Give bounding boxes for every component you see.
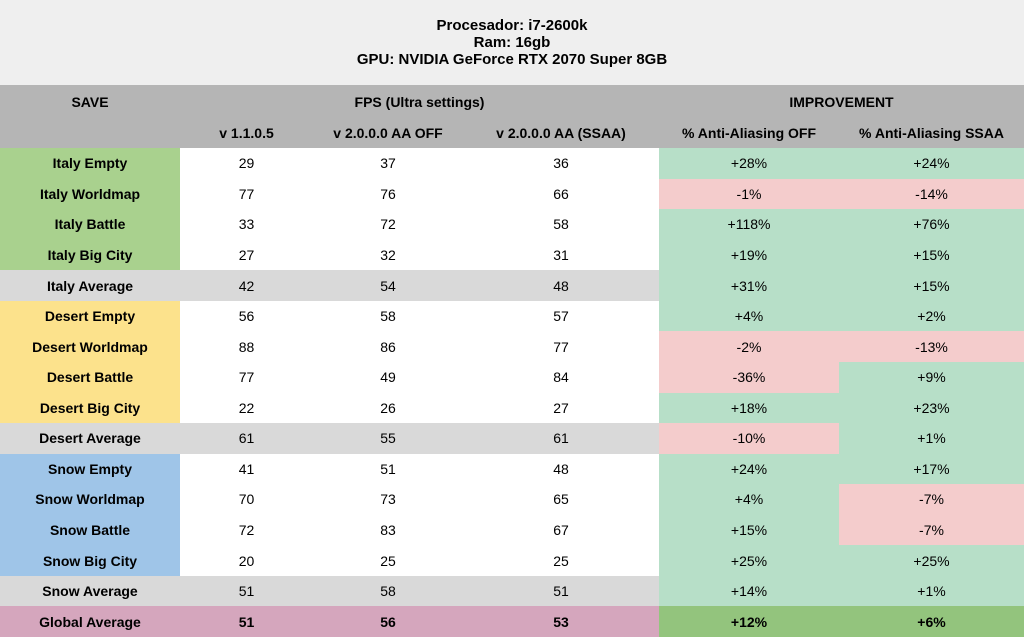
improvement-value-cell: -7% <box>839 515 1024 546</box>
fps-value-cell: 73 <box>313 484 463 515</box>
improvement-value-cell: +12% <box>659 606 839 637</box>
fps-value-cell: 61 <box>463 423 659 454</box>
subheader-v1105: v 1.1.0.5 <box>180 118 313 148</box>
fps-value-cell: 58 <box>313 301 463 332</box>
fps-value-cell: 51 <box>180 606 313 637</box>
column-group-fps: FPS (Ultra settings) <box>180 85 659 118</box>
fps-value-cell: 53 <box>463 606 659 637</box>
subheader-improvement-aa-ssaa: % Anti-Aliasing SSAA <box>839 118 1024 148</box>
improvement-value-cell: +14% <box>659 576 839 607</box>
column-group-save: SAVE <box>0 85 180 118</box>
improvement-value-cell: -36% <box>659 362 839 393</box>
improvement-value-cell: -10% <box>659 423 839 454</box>
save-label-cell: Snow Battle <box>0 515 180 546</box>
fps-value-cell: 56 <box>313 606 463 637</box>
fps-value-cell: 58 <box>463 209 659 240</box>
subheader-improvement-aa-off: % Anti-Aliasing OFF <box>659 118 839 148</box>
cpu-line: Procesador: i7-2600k <box>436 17 588 34</box>
fps-value-cell: 72 <box>180 515 313 546</box>
improvement-value-cell: +31% <box>659 270 839 301</box>
fps-value-cell: 66 <box>463 179 659 210</box>
column-group-improvement: IMPROVEMENT <box>659 85 1024 118</box>
improvement-value-cell: +1% <box>839 423 1024 454</box>
improvement-value-cell: +1% <box>839 576 1024 607</box>
save-label-cell: Italy Battle <box>0 209 180 240</box>
fps-value-cell: 67 <box>463 515 659 546</box>
improvement-value-cell: +17% <box>839 454 1024 485</box>
fps-value-cell: 48 <box>463 454 659 485</box>
save-label-cell: Italy Big City <box>0 240 180 271</box>
fps-value-cell: 31 <box>463 240 659 271</box>
improvement-value-cell: +2% <box>839 301 1024 332</box>
save-label-cell: Snow Empty <box>0 454 180 485</box>
fps-value-cell: 76 <box>313 179 463 210</box>
fps-value-cell: 51 <box>463 576 659 607</box>
improvement-value-cell: +15% <box>659 515 839 546</box>
fps-value-cell: 65 <box>463 484 659 515</box>
fps-value-cell: 58 <box>313 576 463 607</box>
improvement-value-cell: -7% <box>839 484 1024 515</box>
improvement-value-cell: +25% <box>839 545 1024 576</box>
fps-value-cell: 51 <box>180 576 313 607</box>
save-label-cell: Global Average <box>0 606 180 637</box>
fps-value-cell: 77 <box>180 179 313 210</box>
fps-value-cell: 51 <box>313 454 463 485</box>
fps-value-cell: 27 <box>180 240 313 271</box>
save-label-cell: Snow Average <box>0 576 180 607</box>
fps-value-cell: 83 <box>313 515 463 546</box>
fps-value-cell: 25 <box>313 545 463 576</box>
save-label-cell: Desert Big City <box>0 393 180 424</box>
improvement-value-cell: +118% <box>659 209 839 240</box>
improvement-value-cell: -1% <box>659 179 839 210</box>
fps-value-cell: 56 <box>180 301 313 332</box>
save-label-cell: Italy Average <box>0 270 180 301</box>
improvement-value-cell: -2% <box>659 331 839 362</box>
fps-value-cell: 86 <box>313 331 463 362</box>
fps-value-cell: 48 <box>463 270 659 301</box>
fps-value-cell: 55 <box>313 423 463 454</box>
improvement-value-cell: +15% <box>839 270 1024 301</box>
fps-value-cell: 61 <box>180 423 313 454</box>
improvement-value-cell: +28% <box>659 148 839 179</box>
fps-value-cell: 42 <box>180 270 313 301</box>
fps-value-cell: 41 <box>180 454 313 485</box>
improvement-value-cell: +24% <box>839 148 1024 179</box>
fps-value-cell: 77 <box>180 362 313 393</box>
save-label-cell: Italy Empty <box>0 148 180 179</box>
subheader-spacer <box>0 118 180 148</box>
fps-value-cell: 77 <box>463 331 659 362</box>
gpu-line: GPU: NVIDIA GeForce RTX 2070 Super 8GB <box>356 51 668 68</box>
fps-value-cell: 49 <box>313 362 463 393</box>
fps-value-cell: 70 <box>180 484 313 515</box>
fps-value-cell: 22 <box>180 393 313 424</box>
improvement-value-cell: +4% <box>659 484 839 515</box>
fps-value-cell: 20 <box>180 545 313 576</box>
fps-value-cell: 88 <box>180 331 313 362</box>
fps-value-cell: 27 <box>463 393 659 424</box>
improvement-value-cell: +24% <box>659 454 839 485</box>
improvement-value-cell: +15% <box>839 240 1024 271</box>
save-label-cell: Desert Battle <box>0 362 180 393</box>
save-label-cell: Desert Empty <box>0 301 180 332</box>
fps-value-cell: 26 <box>313 393 463 424</box>
fps-value-cell: 57 <box>463 301 659 332</box>
improvement-value-cell: +9% <box>839 362 1024 393</box>
improvement-value-cell: +4% <box>659 301 839 332</box>
improvement-value-cell: +25% <box>659 545 839 576</box>
fps-value-cell: 37 <box>313 148 463 179</box>
save-label-cell: Desert Average <box>0 423 180 454</box>
improvement-value-cell: -13% <box>839 331 1024 362</box>
improvement-value-cell: +6% <box>839 606 1024 637</box>
subheader-v2000-aa-ssaa: v 2.0.0.0 AA (SSAA) <box>463 118 659 148</box>
fps-value-cell: 29 <box>180 148 313 179</box>
save-label-cell: Snow Worldmap <box>0 484 180 515</box>
fps-value-cell: 32 <box>313 240 463 271</box>
subheader-v2000-aa-off: v 2.0.0.0 AA OFF <box>313 118 463 148</box>
fps-value-cell: 84 <box>463 362 659 393</box>
improvement-value-cell: +76% <box>839 209 1024 240</box>
improvement-value-cell: -14% <box>839 179 1024 210</box>
save-label-cell: Desert Worldmap <box>0 331 180 362</box>
improvement-value-cell: +19% <box>659 240 839 271</box>
save-label-cell: Snow Big City <box>0 545 180 576</box>
system-info-header <box>0 0 1024 85</box>
ram-line: Ram: 16gb <box>473 34 551 51</box>
fps-value-cell: 36 <box>463 148 659 179</box>
improvement-value-cell: +23% <box>839 393 1024 424</box>
fps-value-cell: 72 <box>313 209 463 240</box>
fps-value-cell: 54 <box>313 270 463 301</box>
improvement-value-cell: +18% <box>659 393 839 424</box>
benchmark-table <box>0 85 1024 637</box>
fps-value-cell: 33 <box>180 209 313 240</box>
save-label-cell: Italy Worldmap <box>0 179 180 210</box>
fps-value-cell: 25 <box>463 545 659 576</box>
